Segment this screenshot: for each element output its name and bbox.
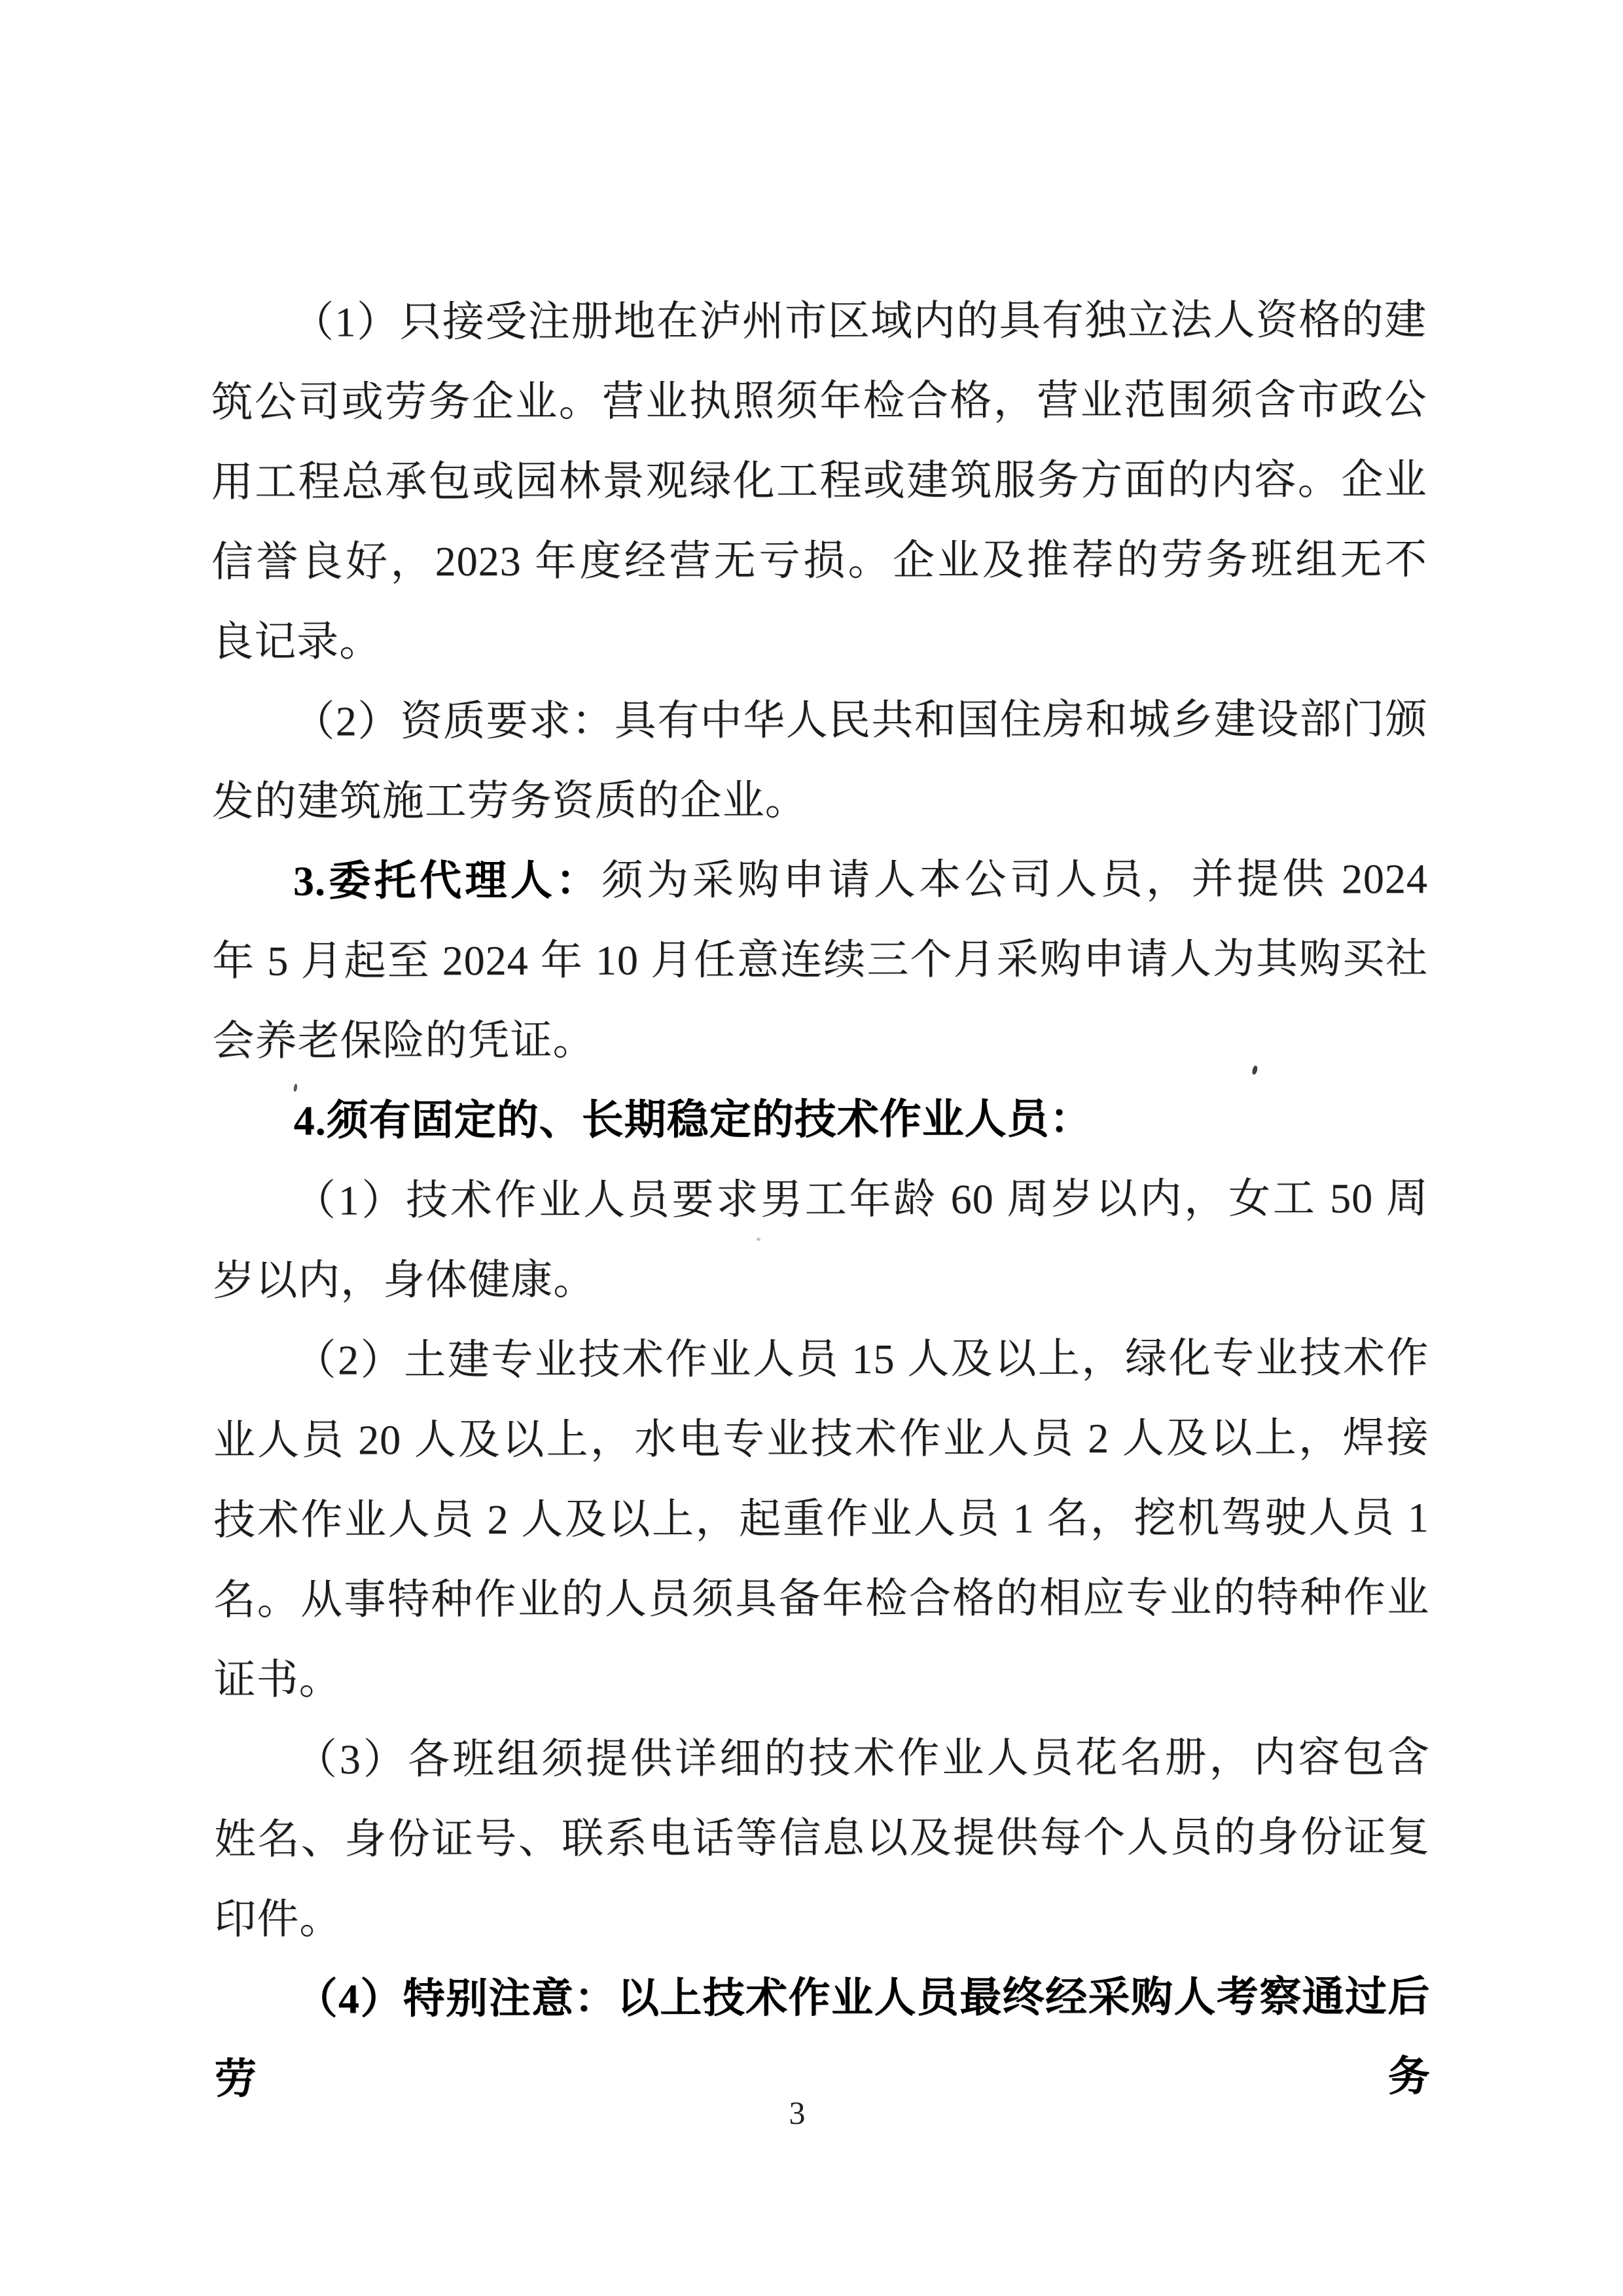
text-line (213, 1398, 1429, 1480)
text-segment: 良记录。 (211, 618, 382, 665)
document-body (211, 280, 1431, 2119)
text-line (213, 1478, 1429, 1560)
text-line (214, 1797, 1430, 1880)
page-number: 3 (789, 2094, 806, 2131)
bold-text-segment: （4）特别注意： (295, 1975, 618, 2022)
text-segment: 发的建筑施工劳务资质的企业。 (211, 777, 808, 825)
text-line (211, 360, 1427, 442)
text-segment: 证书。 (213, 1656, 342, 1703)
text-line (212, 839, 1428, 922)
text-line (213, 1638, 1429, 1720)
text-line (213, 1318, 1429, 1401)
bold-text-segment: 以上技术作业人员最终经采购人考察通过后劳务 (214, 1973, 1431, 2102)
text-segment: （2）土建专业技术作业人员 15 人及以上，绿化专业技术作 (294, 1335, 1429, 1384)
text-segment: 技术作业人员 2 人及以上，起重作业人员 1 名，挖机驾驶人员 1 (213, 1494, 1430, 1543)
text-line (213, 1558, 1429, 1640)
text-segment: 岁以内，身体健康。 (213, 1256, 596, 1304)
text-segment: 姓名、身份证号、联系电话等信息以及提供每个人员的身份证复 (213, 1814, 1431, 1863)
text-segment: 印件。 (214, 1895, 342, 1943)
text-line (213, 1079, 1429, 1161)
text-line (212, 759, 1428, 842)
text-segment: 筑公司或劳务企业。营业执照须年检合格，营业范围须含市政公 (211, 376, 1427, 425)
text-segment: （1）只接受注册地在泸州市区域内的具有独立法人资格的建 (292, 296, 1427, 346)
text-line (213, 1158, 1429, 1241)
text-line (211, 679, 1427, 762)
text-segment: 名。从事特种作业的人员须具备年检合格的相应专业的特种作业 (213, 1574, 1430, 1623)
text-segment: 须为采购申请人本公司人员，并提供 2024 (601, 855, 1429, 904)
text-segment: 业人员 20 人及以上，水电专业技术作业人员 2 人及以上，焊接 (213, 1414, 1429, 1463)
scan-speck (757, 1238, 760, 1241)
text-line (211, 280, 1427, 363)
text-segment: （2）资质要求：具有中华人民共和国住房和城乡建设部门颁 (293, 696, 1428, 745)
text-line (211, 520, 1427, 602)
text-segment: 会养老保险的凭证。 (212, 1016, 596, 1064)
text-segment: 用工程总承包或园林景观绿化工程或建筑服务方面的内容。企业 (211, 456, 1427, 505)
text-line (213, 1238, 1429, 1321)
bold-text-segment: 3.委托代理人： (293, 857, 601, 905)
text-segment: 年 5 月起至 2024 年 10 月任意连续三个月采购申请人为其购买社 (212, 935, 1429, 984)
text-line (211, 600, 1427, 682)
text-line (212, 999, 1428, 1081)
text-segment: （1）技术作业人员要求男工年龄 60 周岁以内，女工 50 周 (293, 1175, 1429, 1224)
text-segment: 信誉良好，2023 年度经营无亏损。企业及推荐的劳务班组无不 (211, 536, 1428, 585)
text-line (214, 1877, 1430, 1960)
text-segment: （3）各班组须提供详细的技术作业人员花名册，内容包含 (294, 1734, 1430, 1783)
bold-text-segment: 4.须有固定的、长期稳定的技术作业人员： (293, 1096, 1092, 1144)
text-line (212, 919, 1428, 1001)
text-line (211, 440, 1427, 522)
text-line (214, 1717, 1430, 1800)
